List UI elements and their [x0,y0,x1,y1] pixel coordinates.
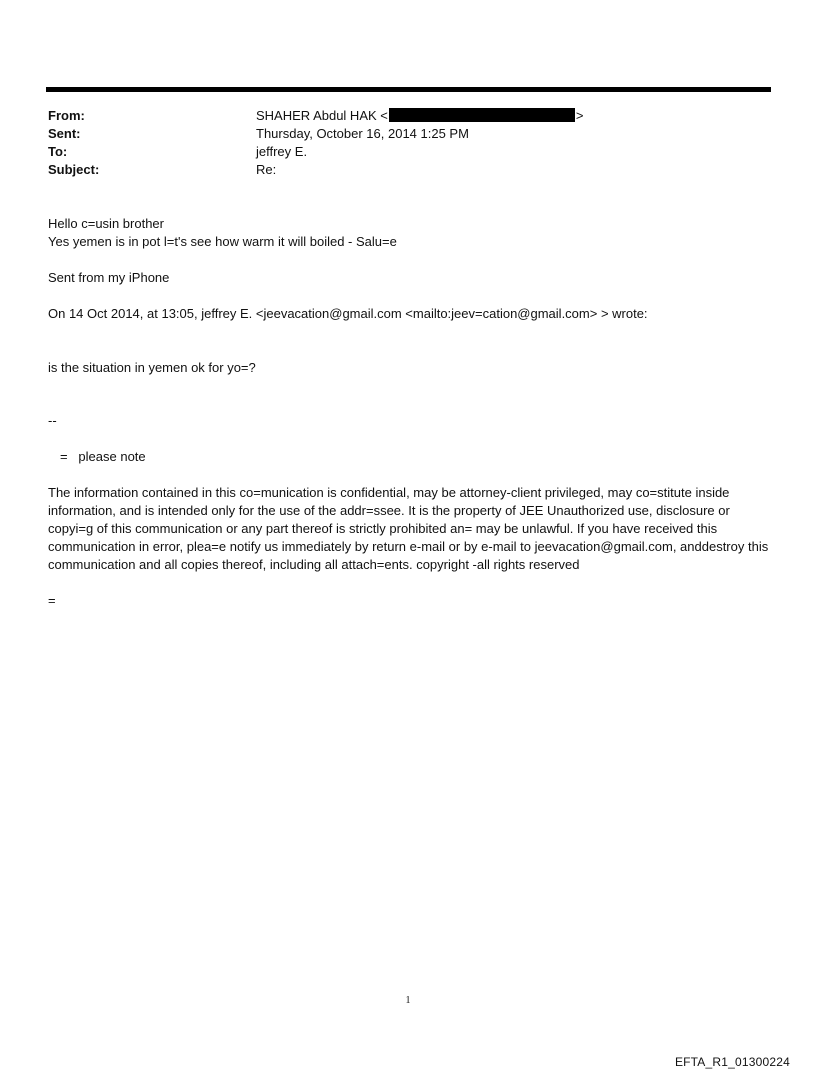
sent-value: Thursday, October 16, 2014 1:25 PM [256,126,469,141]
subject-value: Re: [256,162,277,177]
redaction-box [389,108,575,122]
subject-row [48,161,768,179]
from-close-bracket: > [575,108,584,123]
quote-header: On 14 Oct 2014, at 13:05, jeffrey E. <jeevacation@gmail.com <mailto:jeev=cation@gmail.com> > wrote: [48,306,648,321]
subject-label: Subject: [48,162,100,177]
separator-dashes: -- [48,413,57,428]
email-header [48,107,768,179]
from-value [256,107,583,125]
from-name: SHAHER Abdul HAK < [256,108,388,123]
confidentiality-disclaimer: The information contained in this co=munication is confidential, may be attorney-client privileged, may co=stitute inside information, and is intended only for the use of the addr=ssee. It is the property of JEE Unauthorized use, disclosure or copyi=g of this communication or any part thereof is strictly prohibited an= may be unlawful. If you have received this communication in error, plea=e notify us immediately by return e-mail or by e-mail to jeevacation@gmail.com, anddestroy this communication and all copies thereof, including all attach=ents. copyright -all rights reserved [48,485,772,572]
header-divider [46,87,771,92]
greeting-line: Hello c=usin brother [48,216,164,231]
message-line: Yes yemen is in pot l=t's see how warm it will boiled - Salu=e [48,234,397,249]
sent-label: Sent: [48,126,81,141]
signature-line: Sent from my iPhone [48,270,170,285]
to-value: jeffrey E. [256,144,308,159]
from-row [48,107,768,125]
to-label: To: [48,144,68,159]
please-note-line: = please note [60,449,146,464]
to-row [48,143,768,161]
from-label: From: [48,108,85,123]
page-number: 1 [405,995,411,1006]
sent-row [48,125,768,143]
document-id: EFTA_R1_01300224 [674,1055,790,1069]
quoted-question: is the situation in yemen ok for yo=? [48,360,256,375]
trailing-equals: = [48,593,56,608]
